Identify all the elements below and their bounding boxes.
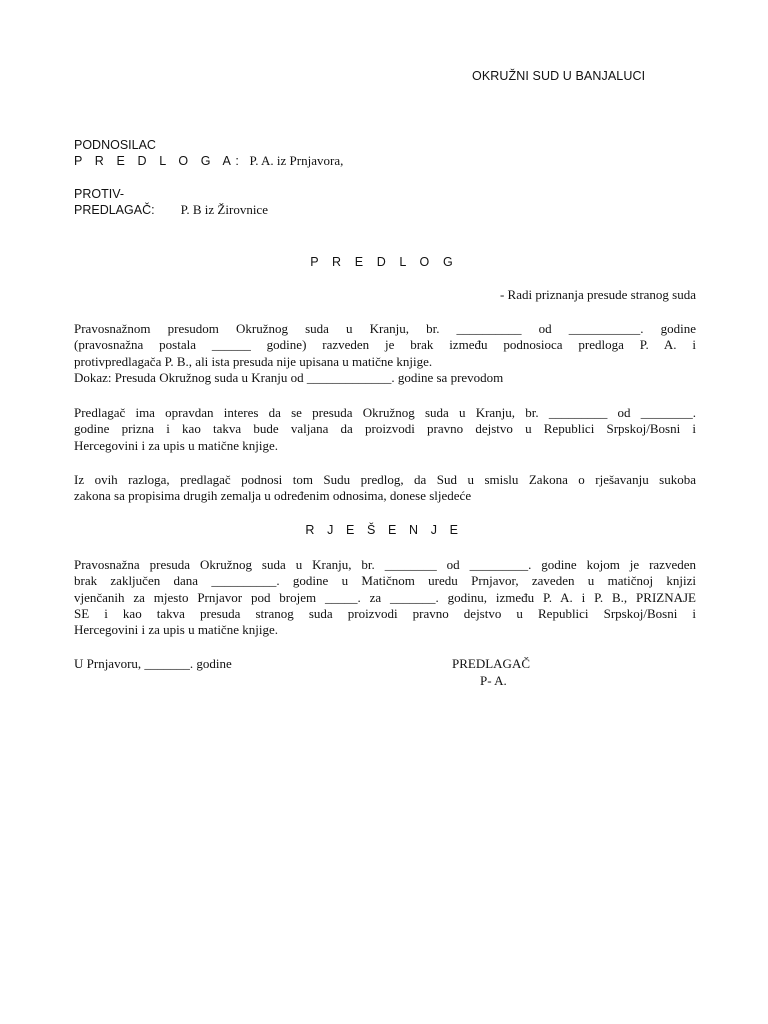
document-title: P R E D L O G: [310, 255, 458, 269]
paragraph-line: brak zaključen dana __________. godine u Matičnom uredu Prnjavor, zaveden u matičnoj knjizi: [74, 573, 696, 589]
paragraph-line: SE i kao takva presuda stranog suda proizvodi pravno dejstvo u Republici Srpskoj/Bosni i: [74, 605, 696, 621]
decision-title: R J E Š E N J E: [305, 523, 463, 537]
paragraph-line: zakona sa propisima drugih zemalja u određenim odnosima, donese sljedeće: [74, 488, 472, 504]
signature-label: PREDLAGAČ: [452, 656, 531, 671]
petitioner-role-label: P R E D L O G A:: [74, 154, 244, 168]
petitioner-label: PODNOSILAC: [74, 138, 156, 152]
paragraph-judgment: [74, 321, 696, 386]
respondent-label: PROTIV-: [74, 187, 125, 201]
petitioner-block: [74, 137, 343, 169]
paragraph-decision: [74, 557, 696, 638]
paragraph-line: vjenčanih za mjesto Prnjavor pod brojem _____. za _______. godinu, između P. A. i P. B., PRIZNAJE: [74, 589, 696, 605]
court-name: OKRUŽNI SUD U BANJALUCI: [472, 69, 646, 83]
respondent-role-label: PREDLAGAČ:: [74, 203, 155, 217]
respondent-block: [74, 186, 268, 218]
signature-name: P- A.: [480, 673, 507, 688]
paragraph-line: protivpredlagača P. B., ali ista presuda nije upisana u matične knjige.: [74, 353, 433, 369]
paragraph-line: (pravosnažna postala ______ godine) razveden je brak između podnosioca predloga P. A. i: [74, 337, 696, 353]
paragraph-line: godine prizna i kao takva bude valjana da proizvodi pravno dejstvo u Republici Srpskoj/Bosni i: [74, 421, 696, 437]
paragraph-line: Dokaz: Presuda Okružnog suda u Kranju od _____________. godine sa prevodom: [74, 369, 504, 385]
paragraph-line: Iz ovih razloga, predlagač podnosi tom Sudu predlog, da Sud u smislu Zakona o rješavanju sukoba: [74, 472, 696, 487]
paragraph-line: Hercegovini i za upis u matične knjige.: [74, 437, 278, 453]
place-date: U Prnjavoru, _______. godine: [74, 656, 232, 671]
petitioner-name: P. A. iz Prnjavora,: [249, 153, 344, 168]
document-subject: - Radi priznanja presude stranog suda: [499, 287, 696, 302]
petitioner-line: [74, 153, 343, 169]
paragraph-line: Hercegovini i za upis u matične knjige.: [74, 622, 278, 638]
paragraph-interest: [74, 405, 696, 454]
paragraph-line: Pravosnažna presuda Okružnog suda u Kranju, br. ________ od _________. godine kojom je razveden: [74, 557, 696, 572]
paragraph-line: Predlagač ima opravdan interes da se presuda Okružnog suda u Kranju, br. _________ od ________.: [74, 405, 696, 420]
paragraph-reasons: [74, 472, 696, 505]
paragraph-line: Pravosnažnom presudom Okružnog suda u Kranju, br. __________ od ___________. godine: [74, 321, 696, 336]
respondent-name: P. B iz Žirovnice: [180, 202, 268, 217]
respondent-line: [74, 202, 268, 218]
